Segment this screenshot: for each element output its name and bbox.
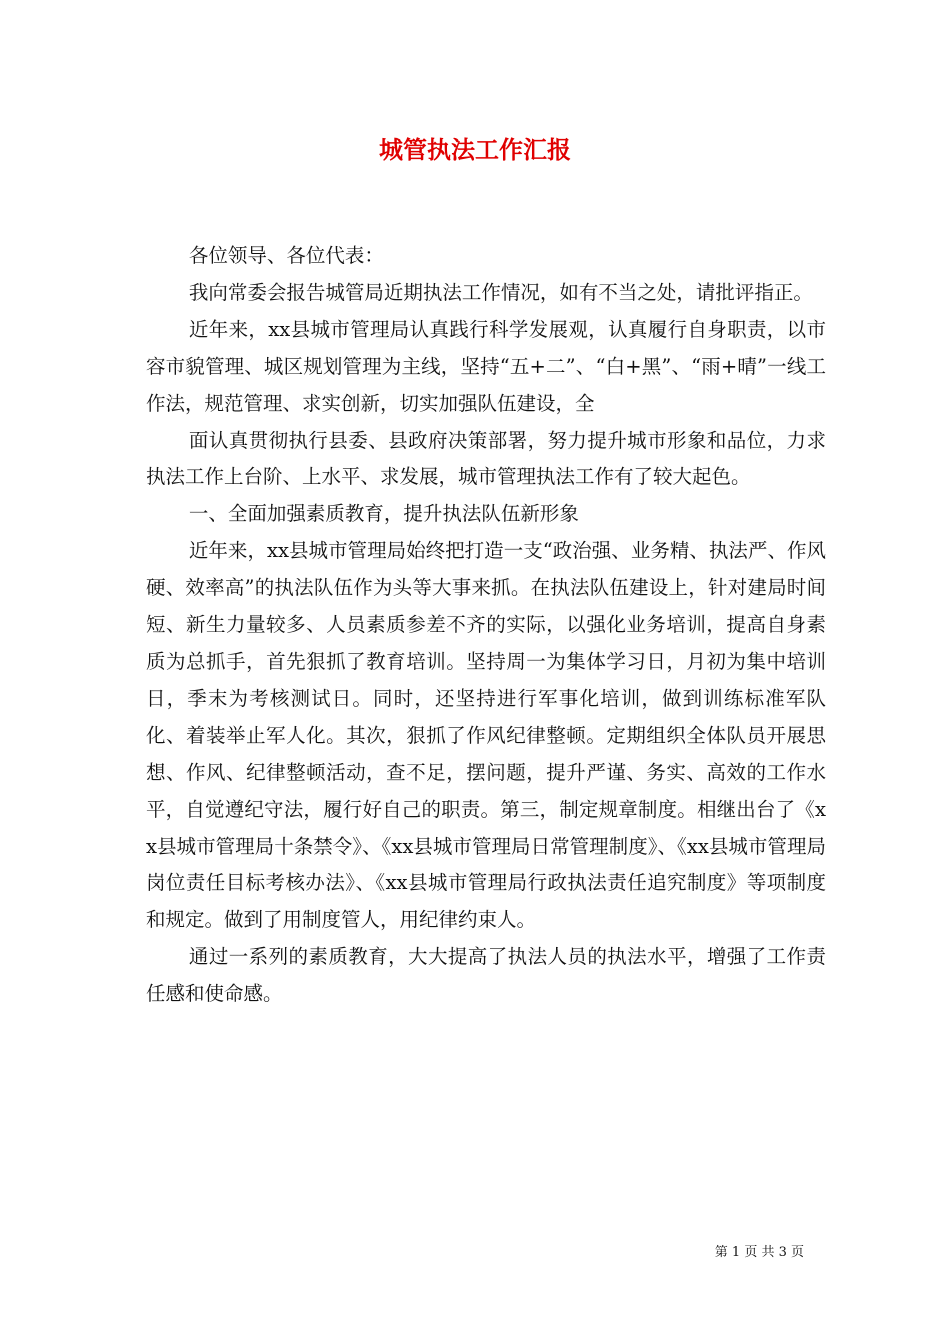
- paragraph-overview: 近年来，xx县城市管理局认真践行科学发展观，认真履行自身职责，以市容市貌管理、城区规划管理为主线，坚持“五+二”、“白+黑”、“雨+晴”一线工作法，规范管理、求实创新，切实加强队伍建设，全: [146, 317, 826, 415]
- paragraph-section-1-summary: 通过一系列的素质教育，大大提高了执法人员的执法水平，增强了工作责任感和使命感。: [146, 945, 826, 1006]
- paragraph-intro: 我向常委会报告城管局近期执法工作情况，如有不当之处，请批评指正。: [188, 280, 813, 304]
- paragraph-salutation: 各位领导、各位代表：: [188, 244, 384, 267]
- paragraph-section-1-body: 近年来，xx县城市管理局始终把打造一支“政治强、业务精、执法严、作风硬、效率高”的执法队伍作为头等大事来抓。在执法队伍建设上，针对建局时间短、新生力量较多、人员素质参差不齐的实际，以强化业务培训，提高自身素质为总抓手，首先狠抓了教育培训。坚持周一为集体学习日，月初为集中培训日，季末为考核测试日。同时，还坚持进行军事化培训，做到训练标准军队化、着装举止军人化。其次，狠抓了作风纪律整顿。定期组织全体队员开展思想、作风、纪律整顿活动，查不足，摆问题，提升严谨、务实、高效的工作水平，自觉遵纪守法，履行好自己的职责。第三，制定规章制度。相继出台了《xx县城市管理局十条禁令》、《xx县城市管理局日常管理制度》、《xx县城市管理局岗位责任目标考核办法》、《xx县城市管理局行政执法责任追究制度》等项制度和规定。做到了用制度管人，用纪律约束人。: [146, 539, 826, 932]
- page-number: 第 1 页 共 3 页: [714, 1245, 804, 1260]
- document-title: 城管执法工作汇报: [379, 135, 571, 164]
- section-heading-1: 一、全面加强素质教育，提升执法队伍新形象: [188, 502, 579, 526]
- document-body: [146, 238, 826, 1013]
- paragraph-overview-continued: 面认真贯彻执行县委、县政府决策部署，努力提升城市形象和品位，力求执法工作上台阶、上水平、求发展，城市管理执法工作有了较大起色。: [146, 428, 826, 489]
